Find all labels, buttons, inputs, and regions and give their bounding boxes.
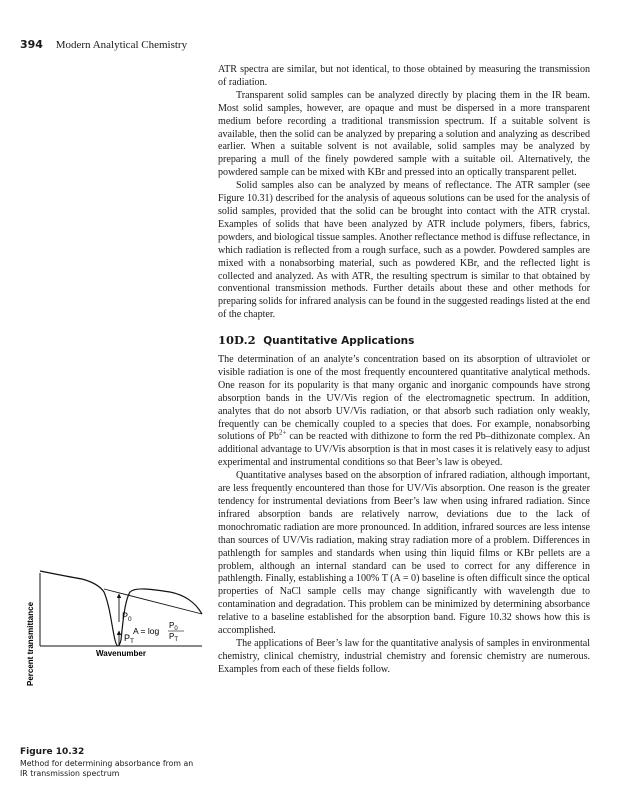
pt-label: $P_T$ <box>124 633 134 645</box>
page-number: 394 <box>20 38 43 51</box>
figure-caption <box>20 747 200 779</box>
x-axis-label: Wavenumber <box>96 649 146 658</box>
paragraph-3: Solid samples also can be analyzed by means of reflectance. The ATR sampler (see Figure 10.31) described for the analysis of aqueous solutions can be used for the analysis of solid samples, provided that the solid can be brought into contact with the ATR crystal. Examples of solids that have been analyzed by ATR include polymers, fibers, fabrics, powders, and biological tissue samples. Another reflectance method is diffuse reflectance, in which radiation is reflected from a rough surface, such as a powder. Powdered samples are mixed with a nonabsorbing material, such as powdered KBr, and the reflected light is collected and analyzed. As with ATR, the resulting spectrum is similar to that obtained by conventional transmission methods. Further details about these and other methods for preparing solids for infrared analysis can be found in the suggested readings listed at the end of the chapter. <box>218 180 590 321</box>
spectrum-curve <box>40 571 202 646</box>
absorbance-equation: A = log <box>133 626 160 636</box>
figure-label: Figure 10.32 <box>20 747 85 757</box>
paragraph-5: Quantitative analyses based on the absorption of infrared radiation, although important, are less frequently encountered than those for UV/Vis absorption. One reason is the greater tendency for instrumental deviations from Beer’s law when using infrared radiation. Since infrared absorption bands are relatively narrow, deviations due to the lack of monochromatic radiation are more pronounced. In addition, infrared sources are less intense than sources of UV/Vis radiation, making stray radiation more of a problem. Differences in pathlength for samples and standards when using thin liquid films or KBr pellets are a problem, although an internal standard can be used to correct for any difference in pathlength. Finally, establishing a 100% T (A = 0) baseline is often difficult since the optical properties of NaCl sample cells may change significantly with wavelength due to contamination and degradation. This problem can be minimized by determining absorbance relative to a baseline established for the absorption band. Figure 10.32 shows how this is accomplished. <box>218 470 590 637</box>
paragraph-4 <box>218 354 590 470</box>
paragraph-6: The applications of Beer’s law for the quantitative analysis of samples in environmental chemistry, clinical chemistry, industrial chemistry and forensic chemistry are numerous. Examples from each of these fields follow. <box>218 637 590 675</box>
paragraph-1: ATR spectra are similar, but not identical, to those obtained by measuring the transmission of radiation. <box>218 64 590 88</box>
transmission-spectrum-diagram <box>20 568 205 743</box>
running-head <box>20 38 187 51</box>
equation-denominator: $P_T$ <box>169 632 179 643</box>
p0-label: $P_0$ <box>122 611 132 623</box>
paragraph-4-part-b: can be reacted with dithizone to form the red Pb–dithizonate complex. An additional advantage to UV/Vis absorption is that in most cases it is relatively easy to adjust experimental and instrumental conditions so that Beer’s law is obeyed. <box>218 431 590 469</box>
body-text <box>218 64 590 677</box>
y-axis-label: Percent transmittance <box>26 601 35 686</box>
figure-caption-text: Method for determining absorbance from an IR transmission spectrum <box>20 759 194 778</box>
section-number: 10D.2 <box>218 333 256 348</box>
paragraph-4-part-a: The determination of an analyte’s concentration based on its absorption of ultraviolet or visible radiation is one of the most frequently encountered quantitative analytical methods. One reason for its popularity is that many organic and inorganic compounds have strong absorption bands in the UV/Vis region of the electromagnetic spectrum. In addition, analytes that do not absorb UV/Vis radiation, or that absorb such radiation only weakly, frequently can be chemically coupled to a species that does. For example, nonabsorbing solutions of Pb <box>218 354 590 443</box>
section-heading <box>218 334 590 348</box>
paragraph-2: Transparent solid samples can be analyzed directly by placing them in the IR beam. Most solid samples, however, are opaque and must be dispersed in a more transparent medium before recording a traditional transmission spectrum. If a suitable solvent is available, then the solid can be analyzed by preparing a solution and analyzing as described earlier. When a suitable solvent is not available, solid samples may be analyzed by preparing a mull of the finely powdered sample with a suitable oil. Alternatively, the powdered sample can be mixed with KBr and pressed into an optically transparent pellet. <box>218 89 590 179</box>
equation-numerator: $P_0$ <box>169 621 178 632</box>
section-title: Quantitative Applications <box>263 335 415 348</box>
running-title: Modern Analytical Chemistry <box>55 39 188 51</box>
lead-charge: 2+ <box>279 429 287 438</box>
